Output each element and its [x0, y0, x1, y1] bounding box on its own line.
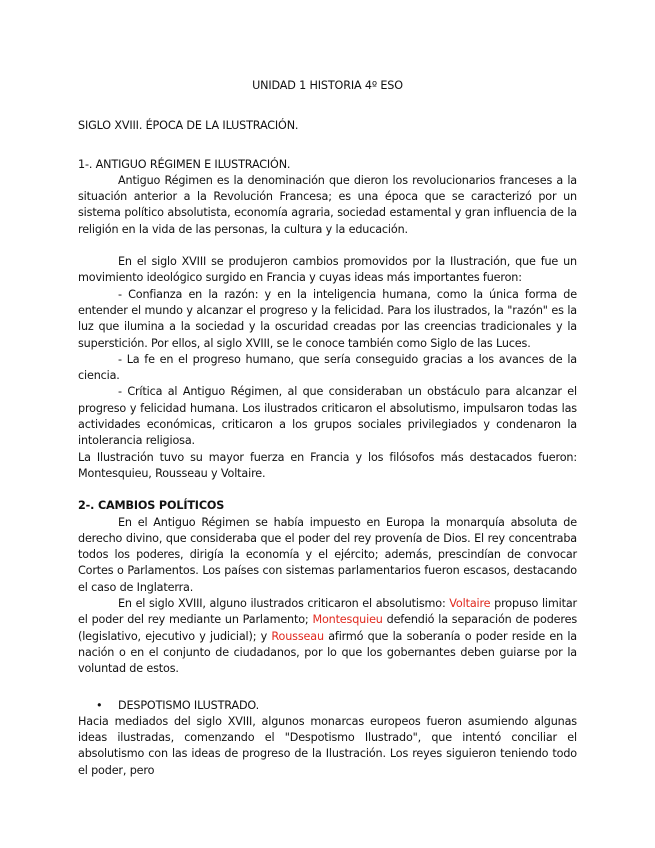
section-1-paragraph-1: Antiguo Régimen es la denominación que dieron los revolucionarios franceses a la situación anterior a la Revolución Francesa; es una época que se caracterizó por un sistema político absolutista, economía agraria, sociedad estamental y gran influencia de la religión en la vida de las personas, la cultura y la educación.: [78, 173, 577, 236]
rousseau-name: Rousseau: [271, 629, 324, 643]
bullet-heading: [96, 698, 577, 714]
subtitle: SIGLO XVIII. ÉPOCA DE LA ILUSTRACIÓN.: [78, 119, 299, 133]
montesquieu-name: Montesquieu: [312, 613, 383, 627]
section-2-text-b: propuso limitar el poder del rey mediante un Parlamento;: [78, 597, 577, 627]
section-2-text-c: defendió la separación de poderes (legislativo, ejecutivo y judicial); y: [78, 613, 577, 643]
section-1-paragraph-2: En el siglo XVIII se produjeron cambios promovidos por la Ilustración, que fue un movimiento ideológico surgido en Francia y cuyas ideas más importantes fueron:: [78, 255, 577, 285]
unit-title: UNIDAD 1 HISTORIA 4º ESO: [252, 79, 403, 92]
section-2-heading: 2-. CAMBIOS POLÍTICOS: [78, 499, 225, 513]
bullet-icon: •: [96, 698, 103, 712]
section-1-item-criticism: - Crítica al Antiguo Régimen, al que consideraban un obstáculo para alcanzar el progreso y felicidad humana. Los ilustrados criticaron el absolutismo, impulsaron todas las actividades económicas, criticaron a los grupos sociales privilegiados y condenaron la intolerancia religiosa.: [78, 385, 577, 448]
bullet-heading-text: DESPOTISMO ILUSTRADO.: [118, 698, 260, 712]
section-1-item-reason: - Confianza en la razón: y en la inteligencia humana, como la única forma de entender el mundo y alcanzar el progreso y la felicidad. Para los ilustrados, la "razón" es la luz que ilumina a la sociedad y la oscuridad creadas por las creencias tradicionales y la superstición. Por ellos, al siglo XVIII, se le conoce también como Siglo de las Luces.: [78, 287, 577, 350]
section-1-paragraph-3: La Ilustración tuvo su mayor fuerza en Francia y los filósofos más destacados fueron: Montesquieu, Rousseau y Voltaire.: [78, 450, 577, 480]
section-2-text-d: afirmó que la soberanía o poder reside en la nación o en el conjunto de ciudadanos, por lo que los gobernantes deben guiarse por la voluntad de estos.: [78, 629, 578, 676]
section-2-paragraph-2: [78, 596, 577, 677]
voltaire-name: Voltaire: [449, 597, 491, 611]
section-3-paragraph-1: Hacia mediados del siglo XVIII, algunos monarcas europeos fueron asumiendo algunas ideas ilustradas, comenzando el "Despotismo Ilustrado", que intentó conciliar el absolutismo con las ideas de progreso de la Ilustración. Los reyes siguieron teniendo todo el poder, pero: [78, 714, 577, 777]
section-1-item-progress: - La fe en el progreso humano, que sería conseguido gracias a los avances de la ciencia.: [78, 352, 577, 383]
section-2-paragraph-1: En el Antiguo Régimen se había impuesto en Europa la monarquía absoluta de derecho divino, que consideraba que el poder del rey provenía de Dios. El rey concentraba todos los poderes, dirigía la economía y el ejército; además, prescindían de convocar Cortes o Parlamentos. Los países con sistemas parlamentarios fueron escasos, destacando el caso de Inglaterra.: [78, 515, 577, 594]
section-1-heading: 1-. ANTIGUO RÉGIMEN E ILUSTRACIÓN.: [78, 157, 291, 171]
section-2-text-a: En el siglo XVIII, alguno ilustrados criticaron el absolutismo:: [118, 597, 450, 611]
